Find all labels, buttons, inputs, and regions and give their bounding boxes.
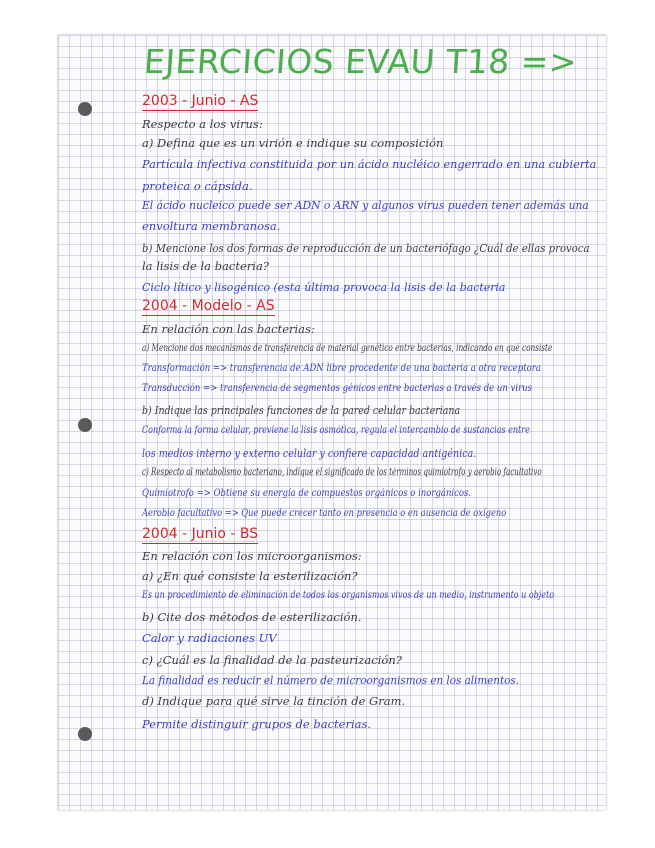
answer-line: los medios interno y externo celular y confiere capacidad antigénica.: [142, 446, 477, 460]
question-line: d) Indique para qué sirve la tinción de Gram.: [142, 694, 406, 708]
section-heading: 2004 - Modelo - AS: [142, 298, 275, 314]
question-line: En relación con las bacterias:: [142, 322, 315, 336]
punch-hole: [78, 727, 92, 741]
section-heading: 2004 - Junio - BS: [142, 526, 259, 542]
answer-line: Partícula infectiva constituida por un ácido nucléico engerrado en una cubierta: [142, 157, 597, 171]
punch-hole: [78, 102, 92, 116]
question-line: a) Defina que es un virión e indique su composición: [142, 136, 444, 150]
question-line: b) Mencione los dos formas de reproducción de un bacteriófago ¿Cuál de ellas provoca: [142, 241, 590, 255]
section-heading: 2003 - Junio - AS: [142, 93, 259, 109]
question-line: b) Indique las principales funciones de la pared celular bacteriana: [142, 403, 461, 417]
answer-line: Es un procedimiento de eliminación de todos los organismos vivos de un medio, instrumento u objeto: [142, 590, 555, 601]
question-line: En relación con los microorganismos:: [142, 549, 362, 563]
question-line: Respecto a los virus:: [142, 117, 263, 131]
question-line: a) ¿En qué consiste la esterilización?: [142, 569, 358, 583]
answer-line: Ciclo lítico y lisogénico (esta última provoca la lisis de la bacteria: [142, 280, 506, 294]
question-line: c) Respecto al metabolismo bacteriano, indique el significado de los términos quimiotrofo y aerobio facultativo: [142, 467, 542, 478]
punch-hole: [78, 418, 92, 432]
answer-line: Aerobio facultativo => Que puede crecer tanto en presencia o en ausencia de oxígeno: [142, 508, 507, 519]
answer-line: La finalidad es reducir el número de microorganismos en los alimentos.: [142, 673, 519, 687]
question-line: a) Mencione dos mecanismos de transferencia de material genético entre bacterias, indicando en qué consiste: [142, 343, 553, 354]
page-title: EJERCICIOS EVAU T18 =>: [142, 42, 579, 81]
question-line: la lisis de la bacteria?: [142, 259, 269, 273]
answer-line: Conforma la forma celular, previene la lisis osmótica, regula el intercambio de sustancias entre: [142, 425, 530, 436]
answer-line: El ácido nucleico puede ser ADN o ARN y algunos virus pueden tener además una: [142, 198, 589, 212]
answer-line: Quimiotrofo => Obtiene su energía de compuestos orgánicos o inorgánicos.: [142, 488, 472, 499]
answer-line: Permite distinguir grupos de bacterias.: [142, 717, 372, 731]
question-line: b) Cite dos métodos de esterilización.: [142, 610, 362, 624]
answer-line: envoltura membranosa.: [142, 219, 281, 233]
answer-line: Transducción => transferencia de segmentos génicos entre bacterias a través de un virus: [142, 383, 532, 394]
answer-line: proteica o cápsida.: [142, 179, 253, 193]
question-line: c) ¿Cuál es la finalidad de la pasteurización?: [142, 653, 402, 667]
answer-line: Transformación => transferencia de ADN libre procedente de una bacteria a otra receptora: [142, 363, 541, 374]
answer-line: Calor y radiaciones UV: [142, 631, 277, 645]
